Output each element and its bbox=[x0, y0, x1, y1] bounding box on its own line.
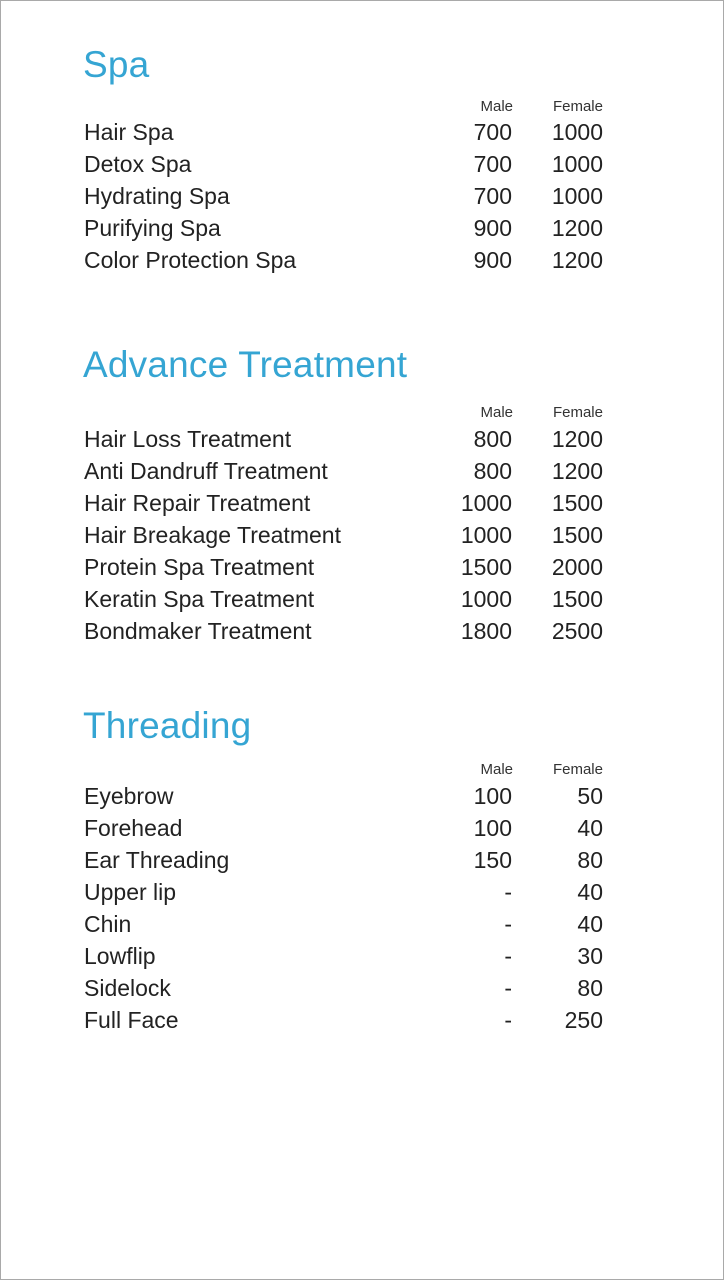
price-list bbox=[84, 121, 603, 281]
price-row bbox=[84, 249, 603, 281]
price-list bbox=[84, 785, 603, 1041]
service-name: Upper lip bbox=[84, 879, 177, 905]
price-row bbox=[84, 945, 603, 977]
service-name: Hair Loss Treatment bbox=[84, 426, 292, 452]
section-title-spa: Spa bbox=[83, 44, 150, 85]
column-header-female: Female bbox=[552, 404, 603, 421]
female-price: 1000 bbox=[551, 183, 603, 209]
price-row bbox=[84, 185, 603, 217]
female-price: 1200 bbox=[551, 247, 603, 273]
section-threading bbox=[83, 705, 603, 1033]
price-list bbox=[84, 428, 603, 652]
male-price: 800 bbox=[473, 458, 512, 484]
male-price: 150 bbox=[473, 847, 512, 873]
service-name: Hair Spa bbox=[84, 119, 174, 145]
male-price: 1500 bbox=[460, 554, 512, 580]
male-price: - bbox=[504, 911, 512, 937]
female-price: 2000 bbox=[551, 554, 603, 580]
male-price: 700 bbox=[473, 119, 512, 145]
female-price: 40 bbox=[577, 911, 603, 937]
female-price: 1000 bbox=[551, 119, 603, 145]
section-spa bbox=[83, 44, 603, 273]
service-name: Chin bbox=[84, 911, 132, 937]
service-name: Anti Dandruff Treatment bbox=[84, 458, 328, 484]
female-price: 250 bbox=[564, 1007, 603, 1033]
male-price: 700 bbox=[473, 183, 512, 209]
service-name: Keratin Spa Treatment bbox=[84, 586, 315, 612]
service-name: Eyebrow bbox=[84, 783, 174, 809]
price-row bbox=[84, 428, 603, 460]
female-price: 80 bbox=[577, 847, 603, 873]
column-header-female: Female bbox=[552, 761, 603, 778]
male-price: 1000 bbox=[460, 490, 512, 516]
service-name: Hair Repair Treatment bbox=[84, 490, 311, 516]
price-row bbox=[84, 817, 603, 849]
male-price: 900 bbox=[473, 215, 512, 241]
service-name: Purifying Spa bbox=[84, 215, 221, 241]
price-row bbox=[84, 492, 603, 524]
service-name: Hydrating Spa bbox=[84, 183, 230, 209]
female-price: 1500 bbox=[551, 586, 603, 612]
female-price: 1500 bbox=[551, 522, 603, 548]
price-row bbox=[84, 524, 603, 556]
price-row bbox=[84, 121, 603, 153]
female-price: 80 bbox=[577, 975, 603, 1001]
price-row bbox=[84, 785, 603, 817]
service-name: Protein Spa Treatment bbox=[84, 554, 315, 580]
female-price: 50 bbox=[577, 783, 603, 809]
male-price: 900 bbox=[473, 247, 512, 273]
price-row bbox=[84, 849, 603, 881]
male-price: 1000 bbox=[460, 586, 512, 612]
price-row bbox=[84, 588, 603, 620]
service-name: Full Face bbox=[84, 1007, 179, 1033]
service-name: Color Protection Spa bbox=[84, 247, 297, 273]
male-price: 1000 bbox=[460, 522, 512, 548]
price-row bbox=[84, 1009, 603, 1041]
female-price: 1500 bbox=[551, 490, 603, 516]
section-title-threading: Threading bbox=[83, 705, 252, 746]
price-row bbox=[84, 556, 603, 588]
female-price: 40 bbox=[577, 815, 603, 841]
male-price: 100 bbox=[473, 815, 512, 841]
service-name: Sidelock bbox=[84, 975, 171, 1001]
price-row bbox=[84, 217, 603, 249]
service-name: Lowflip bbox=[84, 943, 156, 969]
service-name: Ear Threading bbox=[84, 847, 230, 873]
female-price: 30 bbox=[577, 943, 603, 969]
male-price: - bbox=[504, 975, 512, 1001]
price-row bbox=[84, 977, 603, 1009]
male-price: 800 bbox=[473, 426, 512, 452]
male-price: 100 bbox=[473, 783, 512, 809]
service-name: Bondmaker Treatment bbox=[84, 618, 312, 644]
column-header-male: Male bbox=[480, 404, 513, 421]
price-row bbox=[84, 153, 603, 185]
column-header-male: Male bbox=[480, 761, 513, 778]
service-name: Hair Breakage Treatment bbox=[84, 522, 341, 548]
female-price: 1200 bbox=[551, 426, 603, 452]
service-name: Forehead bbox=[84, 815, 183, 841]
male-price: - bbox=[504, 943, 512, 969]
price-row bbox=[84, 881, 603, 913]
price-row bbox=[84, 620, 603, 652]
male-price: 1800 bbox=[460, 618, 512, 644]
female-price: 2500 bbox=[551, 618, 603, 644]
service-name: Detox Spa bbox=[84, 151, 192, 177]
column-header-male: Male bbox=[480, 98, 513, 115]
section-advance-treatment bbox=[83, 344, 603, 644]
female-price: 1200 bbox=[551, 215, 603, 241]
female-price: 40 bbox=[577, 879, 603, 905]
price-row bbox=[84, 913, 603, 945]
section-title-advance-treatment: Advance Treatment bbox=[83, 344, 408, 385]
male-price: - bbox=[504, 879, 512, 905]
female-price: 1200 bbox=[551, 458, 603, 484]
male-price: - bbox=[504, 1007, 512, 1033]
column-header-female: Female bbox=[552, 98, 603, 115]
male-price: 700 bbox=[473, 151, 512, 177]
female-price: 1000 bbox=[551, 151, 603, 177]
price-row bbox=[84, 460, 603, 492]
